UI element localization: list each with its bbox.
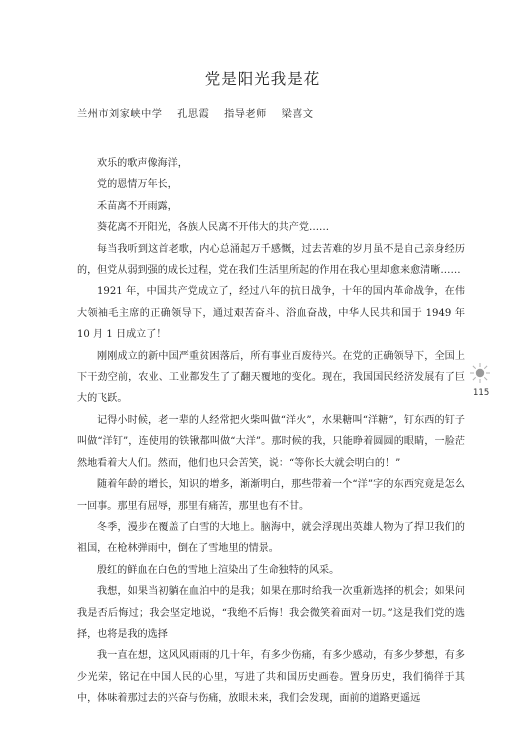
- poem-line: 禾苗离不开雨露，: [97, 200, 178, 212]
- byline-school: 兰州市刘家峡中学: [77, 109, 163, 120]
- byline-advisor: 梁喜文: [281, 109, 314, 120]
- paragraph: 刚刚成立的新中国严重贫困落后，所有事业百废待兴。在党的正确领导下，全国上下干劲空前，农业、工业都发生了了翻天覆地的变化。现在，我国国民经济发展有了巨大的飞跃。: [77, 350, 465, 405]
- page-number: 115: [473, 388, 490, 398]
- sun-icon: [469, 362, 491, 384]
- byline-author: 孔思霞: [177, 109, 210, 120]
- paragraph: 记得小时候，老一辈的人经常把火柴叫做“洋火”，水果糖叫“洋糖”，钉东西的钉子叫做“洋钉”，连使用的铁锹都叫做“大洋”。那时候的我，只能睁着圆圆的眼睛，一脸茫然地看着大人们。然而，他们也只会苦笑，说：“等你长大就会明白的！”: [77, 414, 465, 469]
- byline-advisor-label: 指导老师: [224, 109, 267, 120]
- poem-line: 葵花离不开阳光，各族人民离不开伟大的共产党……: [97, 222, 330, 234]
- paragraph: 殷红的鲜血在白色的雪地上渲染出了生命独特的风采。: [97, 564, 340, 576]
- article-body: [77, 153, 465, 710]
- paragraph: 每当我听到这首老歌，内心总涌起万千感慨，过去苦难的岁月虽不是自己亲身经历的，但党从弱到强的成长过程，党在我们生活里所起的作用在我心里却愈来愈清晰……: [77, 243, 465, 277]
- poem-line: 欢乐的歌声像海洋，: [97, 158, 188, 169]
- paragraph: 我一直在想，这风风雨雨的几十年，有多少伤痛，有多少感动，有多少梦想，有多少光荣，铭记在中国人民的心里，写进了共和国历史画卷。置身历史，我们徜徉于其中，体味着那过去的兴奋与伤痛，放眼未来，我们会发现，面前的道路更遥远: [77, 650, 465, 705]
- paragraph: 1921 年，中国共产党成立了，经过八年的抗日战争，十年的国内革命战争，在伟大领袖毛主席的正确领导下，通过艰苦奋斗、浴血奋战，中华人民共和国于 1949 年 10 月 1 日成立了！: [77, 286, 465, 341]
- paragraph: 我想，如果当初躺在血泊中的是我；如果在那时给我一次重新选择的机会；如果问我是否后悔过；我会坚定地说，“我绝不后悔！我会微笑着面对一切。”这是我们党的选择，也将是我的选择: [77, 586, 465, 640]
- byline: [77, 105, 325, 120]
- article-title: 党是阳光我是花: [204, 70, 321, 88]
- paragraph: 随着年龄的增长，知识的增多，渐渐明白，那些带着一个“洋”字的东西究竟是怎么一回事。那里有屈辱，那里有痛苦，那里也有不甘。: [77, 479, 465, 512]
- poem-line: 党的恩情万年长，: [97, 179, 178, 191]
- paragraph: 冬季，漫步在覆盖了白雪的大地上。脑海中，就会浮现出英雄人物为了捍卫我们的祖国，在枪林弹雨中，倒在了雪地里的情景。: [77, 521, 465, 555]
